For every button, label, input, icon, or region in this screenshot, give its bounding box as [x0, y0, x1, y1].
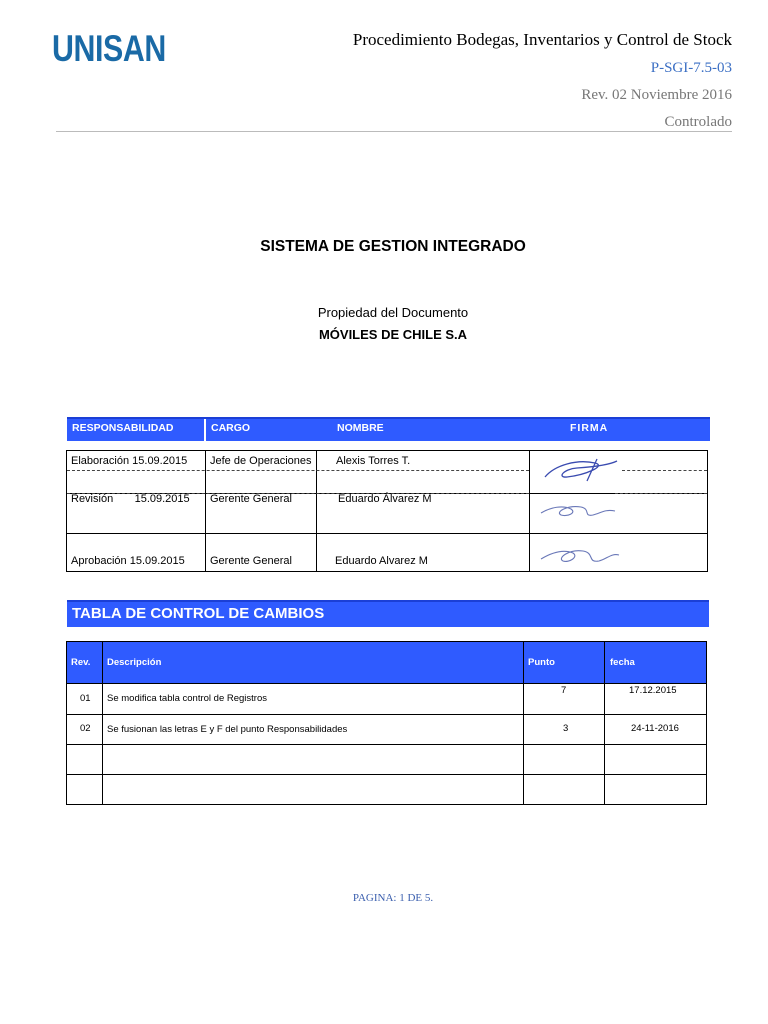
row2-punto: 3: [563, 723, 569, 734]
header-divider: [56, 131, 732, 132]
company-logo: UNISAN: [52, 28, 166, 69]
header-separator: [204, 419, 206, 441]
row3-responsabilidad: Aprobación 15.09.2015: [71, 555, 185, 567]
document-code: P-SGI-7.5-03: [650, 60, 732, 76]
row1-nombre: Alexis Torres T.: [336, 455, 411, 467]
page-number: PAGINA: 1 DE 5.: [352, 892, 434, 904]
document-status: Controlado: [664, 114, 732, 130]
col-divider: [604, 642, 605, 804]
col-divider: [102, 642, 103, 804]
revision-date: Rev. 02 Noviembre 2016: [581, 87, 732, 103]
col-divider: [205, 451, 206, 571]
responsibilities-table: [66, 450, 708, 572]
row2-rev: 02: [80, 723, 91, 734]
changes-header-row: [67, 642, 706, 683]
header-nombre: NOMBRE: [337, 422, 384, 434]
row2-nombre: Eduardo Álvarez M: [338, 493, 432, 505]
col-divider: [529, 451, 530, 571]
row2-fecha: 24-11-2016: [631, 723, 679, 734]
row1-rev: 01: [80, 693, 91, 704]
dashed-rule: [67, 470, 529, 471]
signature-revision: [537, 499, 623, 525]
row1-punto: 7: [561, 685, 567, 696]
row2-responsabilidad: Revisión 15.09.2015: [71, 493, 190, 505]
col-punto: Punto: [528, 657, 555, 668]
changes-table: [66, 641, 707, 805]
row3-nombre: Eduardo Alvarez M: [335, 555, 428, 567]
row2-descripcion: Se fusionan las letras E y F del punto Responsabilidades: [107, 724, 348, 735]
header-responsabilidad: RESPONSABILIDAD: [72, 422, 174, 434]
col-descripcion: Descripción: [107, 657, 162, 668]
col-rev: Rev.: [71, 657, 91, 668]
row-divider: [67, 533, 707, 534]
row1-fecha: 17.12.2015: [629, 685, 677, 696]
col-fecha: fecha: [610, 657, 635, 668]
row-divider: [67, 714, 706, 715]
col-divider: [316, 451, 317, 571]
document-title: Procedimiento Bodegas, Inventarios y Control de Stock: [352, 30, 732, 49]
row3-cargo: Gerente General: [210, 555, 292, 567]
dashed-rule: [622, 470, 707, 471]
row1-responsabilidad: Elaboración 15.09.2015: [71, 455, 188, 467]
dashed-rule: [615, 493, 707, 494]
row-divider: [67, 774, 706, 775]
company-name: MÓVILES DE CHILE S.A: [318, 327, 468, 342]
header-firma: FIRMA: [570, 422, 609, 434]
col-divider: [523, 642, 524, 804]
property-label: Propiedad del Documento: [317, 305, 469, 320]
responsibilities-header: [67, 417, 710, 441]
row-divider: [67, 744, 706, 745]
row2-cargo: Gerente General: [210, 493, 292, 505]
signature-elaboracion: [537, 455, 623, 489]
signature-aprobacion: [537, 543, 623, 571]
changes-table-title: TABLA DE CONTROL DE CAMBIOS: [72, 605, 325, 622]
changes-table-title-bar: [67, 600, 709, 627]
main-title: SISTEMA DE GESTION INTEGRADO: [260, 238, 526, 255]
row1-cargo: Jefe de Operaciones: [210, 455, 312, 467]
row1-descripcion: Se modifica tabla control de Registros: [107, 693, 267, 704]
header-cargo: CARGO: [211, 422, 251, 434]
row-divider: [67, 683, 706, 684]
